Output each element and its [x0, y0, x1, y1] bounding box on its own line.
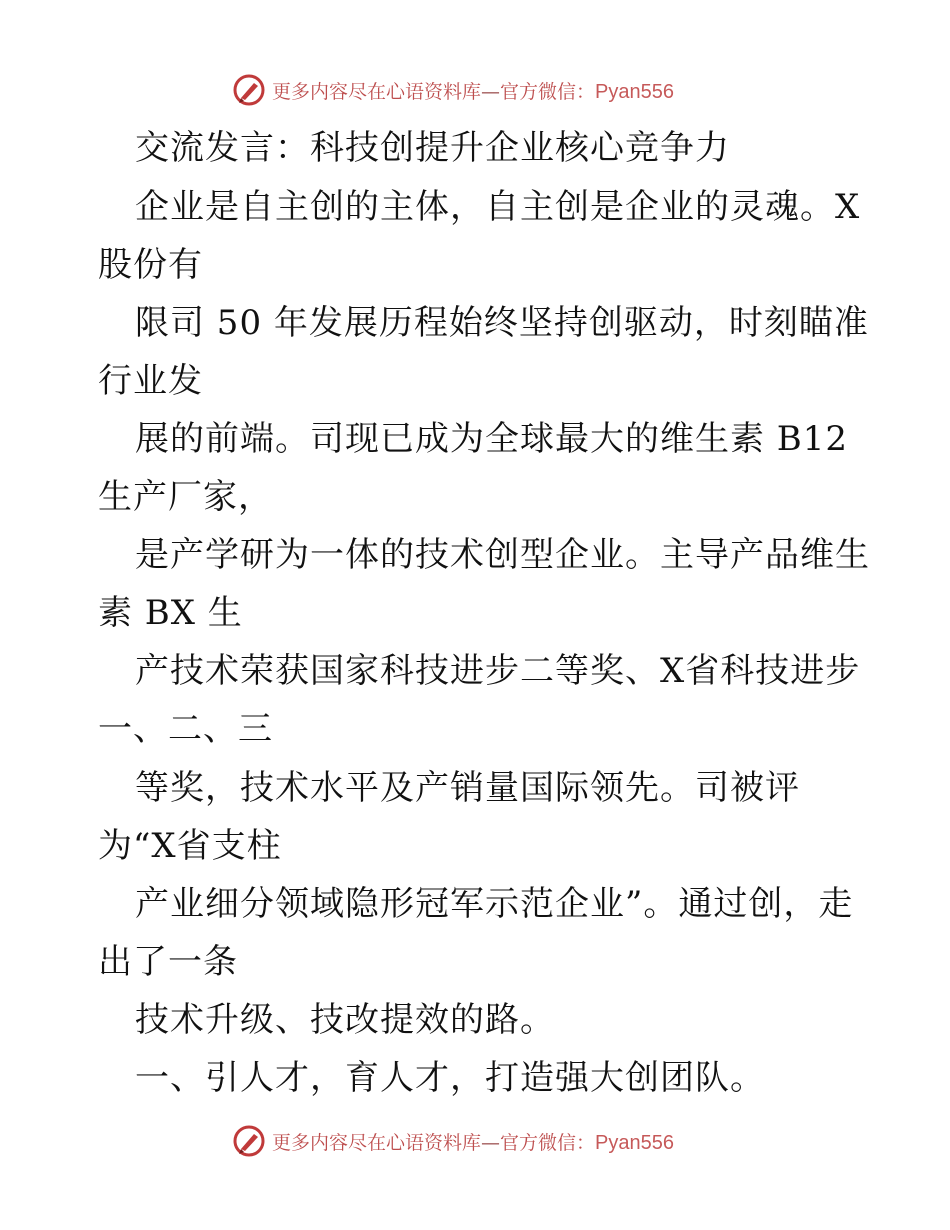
paragraph-line: 素 BX 生: [98, 593, 243, 633]
watermark-prefix: 更多内容尽在心语资料库: [272, 1131, 482, 1154]
watermark-suffix: 官方微信：: [500, 1131, 596, 1154]
paragraph-line: 技术升级、技改提效的路。: [135, 1000, 555, 1040]
paragraph-line: 为“X省支柱: [98, 826, 282, 866]
paragraph-line: 是产学研为一体的技术创型企业。主导产品维生: [135, 535, 870, 575]
paragraph-line: 展的前端。司现已成为全球最大的维生素 B12: [135, 419, 849, 459]
paragraph-line: 产业细分领域隐形冠军示范企业”。通过创，走: [135, 884, 854, 924]
paragraph-line: 一、二、三: [98, 709, 273, 749]
footer-watermark: [232, 1123, 674, 1159]
watermark-account: Pyan556: [595, 80, 674, 103]
watermark-separator: —: [481, 80, 501, 103]
section-heading: 一、引人才，育人才，打造强大创团队。: [135, 1058, 765, 1098]
paragraph-line: 出了一条: [98, 942, 238, 982]
pen-logo-icon: [232, 73, 266, 107]
paragraph-line: 生产厂家，: [98, 477, 273, 517]
watermark-suffix: 官方微信：: [500, 80, 596, 103]
watermark-text: [272, 1128, 674, 1155]
watermark-separator: —: [481, 1131, 501, 1154]
paragraph-line: 企业是自主创的主体，自主创是企业的灵魂。X: [135, 187, 861, 227]
paragraph-line: 产技术荣获国家科技进步二等奖、X省科技进步: [135, 651, 861, 691]
paragraph-line: 行业发: [98, 361, 203, 401]
document-title: 交流发言：科技创提升企业核心竞争力: [135, 128, 730, 168]
watermark-account: Pyan556: [595, 1131, 674, 1154]
header-watermark: [232, 72, 674, 108]
watermark-prefix: 更多内容尽在心语资料库: [272, 80, 482, 103]
watermark-text: [272, 77, 674, 104]
paragraph-line: 等奖，技术水平及产销量国际领先。司被评: [135, 768, 800, 808]
paragraph-line: 股份有: [98, 245, 203, 285]
pen-logo-icon: [232, 1124, 266, 1158]
paragraph-line: 限司 50 年发展历程始终坚持创驱动，时刻瞄准: [135, 303, 869, 343]
